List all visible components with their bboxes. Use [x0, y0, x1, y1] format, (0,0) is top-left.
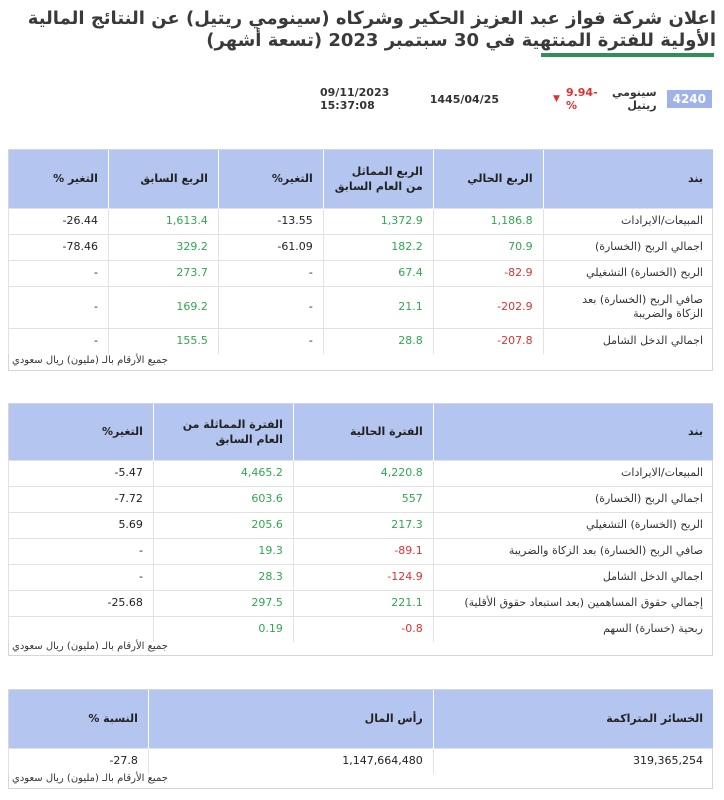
row-value: 5.47- [9, 460, 154, 486]
ticker-bar [320, 88, 712, 110]
row-value [9, 616, 154, 642]
row-value: 155.5 [108, 328, 218, 354]
row-value: 297.5 [153, 590, 293, 616]
row-value: - [218, 328, 323, 354]
row-value: 1,372.9 [323, 208, 433, 234]
row-value: - [218, 286, 323, 328]
table-row [9, 616, 714, 642]
row-value: 202.9- [433, 286, 543, 328]
row-value: - [218, 260, 323, 286]
header-item: بند [543, 150, 713, 208]
row-value: 205.6 [153, 512, 293, 538]
row-value: 25.68- [9, 590, 154, 616]
ticker-name[interactable]: سينومي ريتيل [611, 86, 657, 112]
row-label: الربح (الخسارة) التشغيلي [543, 260, 713, 286]
row-value: 19.3 [153, 538, 293, 564]
table-row [9, 286, 714, 328]
row-value: 0.8- [293, 616, 433, 642]
header-change-pct: التغير% [9, 404, 154, 460]
title-underline [541, 53, 714, 57]
row-label: ربحية (خسارة) السهم [433, 616, 713, 642]
row-label: اجمالي الربح (الخسارة) [543, 234, 713, 260]
header-current-period: الفترة الحالية [293, 404, 433, 460]
row-value: 13.55- [218, 208, 323, 234]
units-note: جميع الأرقام بالـ (مليون) ريال سعودي [12, 773, 168, 784]
table-row [9, 328, 714, 354]
row-label: المبيعات/الايرادات [433, 460, 713, 486]
table-row [9, 590, 714, 616]
row-value: 217.3 [293, 512, 433, 538]
table-row [9, 748, 714, 774]
table-row [9, 208, 714, 234]
row-value: 4,465.2 [153, 460, 293, 486]
header-accumulated-losses: الخسائر المتراكمة [433, 690, 713, 748]
row-value: 182.2 [323, 234, 433, 260]
row-value: 4,220.8 [293, 460, 433, 486]
accumulated-losses-table [8, 690, 713, 774]
table-header-row [9, 150, 714, 208]
row-label: اجمالي الربح (الخسارة) [433, 486, 713, 512]
row-value: - [9, 564, 154, 590]
units-note: جميع الأرقام بالـ (مليون) ريال سعودي [12, 355, 168, 366]
header-change-pct-2: التغير % [9, 150, 109, 208]
row-value: 67.4 [323, 260, 433, 286]
table-row [9, 486, 714, 512]
row-label: صافي الربح (الخسارة) بعد الزكاة والضريبة [543, 286, 713, 328]
row-value: 61.09- [218, 234, 323, 260]
row-value: 273.7 [108, 260, 218, 286]
row-value: 26.44- [9, 208, 109, 234]
row-value: 207.8- [433, 328, 543, 354]
row-label: صافي الربح (الخسارة) بعد الزكاة والضريبة [433, 538, 713, 564]
header-change-pct: التغير% [218, 150, 323, 208]
row-value: 124.9- [293, 564, 433, 590]
header-previous-quarter: الربع السابق [108, 150, 218, 208]
header-ratio-pct: النسبة % [9, 690, 149, 748]
table-row [9, 538, 714, 564]
row-value: - [9, 286, 109, 328]
row-label: الربح (الخسارة) التشغيلي [433, 512, 713, 538]
table-header-row [9, 404, 714, 460]
row-value: - [9, 328, 109, 354]
row-value: 1,186.8 [433, 208, 543, 234]
accumulated-losses-value: 319,365,254 [433, 748, 713, 774]
header-capital: رأس المال [148, 690, 433, 748]
ticker-datetime: 09/11/2023 15:37:08 [320, 86, 390, 112]
row-value: 7.72- [9, 486, 154, 512]
table-row [9, 564, 714, 590]
row-value: 82.9- [433, 260, 543, 286]
row-value: 70.9 [433, 234, 543, 260]
table-row [9, 460, 714, 486]
capital-value: 1,147,664,480 [148, 748, 433, 774]
ratio-value: 27.8- [9, 748, 149, 774]
table-row [9, 260, 714, 286]
row-value: 557 [293, 486, 433, 512]
row-label: اجمالي الدخل الشامل [543, 328, 713, 354]
header-same-quarter-last-year: الربع المماثل من العام السابق [323, 150, 433, 208]
ticker-code-badge[interactable]: 4240 [667, 90, 712, 108]
header-same-period-last-year: الفترة المماثلة من العام السابق [153, 404, 293, 460]
row-value: - [9, 260, 109, 286]
row-value: 169.2 [108, 286, 218, 328]
units-note: جميع الأرقام بالـ (مليون) ريال سعودي [12, 641, 168, 652]
row-value: - [9, 538, 154, 564]
row-label: المبيعات/الايرادات [543, 208, 713, 234]
row-value: 329.2 [108, 234, 218, 260]
row-value: 221.1 [293, 590, 433, 616]
row-label: اجمالي الدخل الشامل [433, 564, 713, 590]
row-value: 28.3 [153, 564, 293, 590]
triangle-down-icon: ▼ [553, 94, 560, 104]
period-results-table [8, 404, 713, 642]
page-title: اعلان شركة فواز عبد العزيز الحكير وشركاه (سينومي ريتيل) عن النتائج المالية الأولية للفترة المنتهية في 30 سبتمبر 2023 (تسعة أشهر) [27, 8, 716, 51]
row-value: 78.46- [9, 234, 109, 260]
row-value: 603.6 [153, 486, 293, 512]
ticker-change: 9.94- % [565, 86, 598, 112]
quarterly-results-table [8, 150, 713, 354]
header-item: بند [433, 404, 713, 460]
row-value: 89.1- [293, 538, 433, 564]
row-label: إجمالي حقوق المساهمين (بعد استبعاد حقوق الأقلية) [433, 590, 713, 616]
table-row [9, 234, 714, 260]
row-value: 1,613.4 [108, 208, 218, 234]
row-value: 21.1 [323, 286, 433, 328]
header-current-quarter: الربع الحالي [433, 150, 543, 208]
ticker-hijri-date: 1445/04/25 [429, 92, 500, 106]
row-value: 5.69 [9, 512, 154, 538]
table-row [9, 512, 714, 538]
row-value: 28.8 [323, 328, 433, 354]
table-header-row [9, 690, 714, 748]
row-value: 0.19 [153, 616, 293, 642]
